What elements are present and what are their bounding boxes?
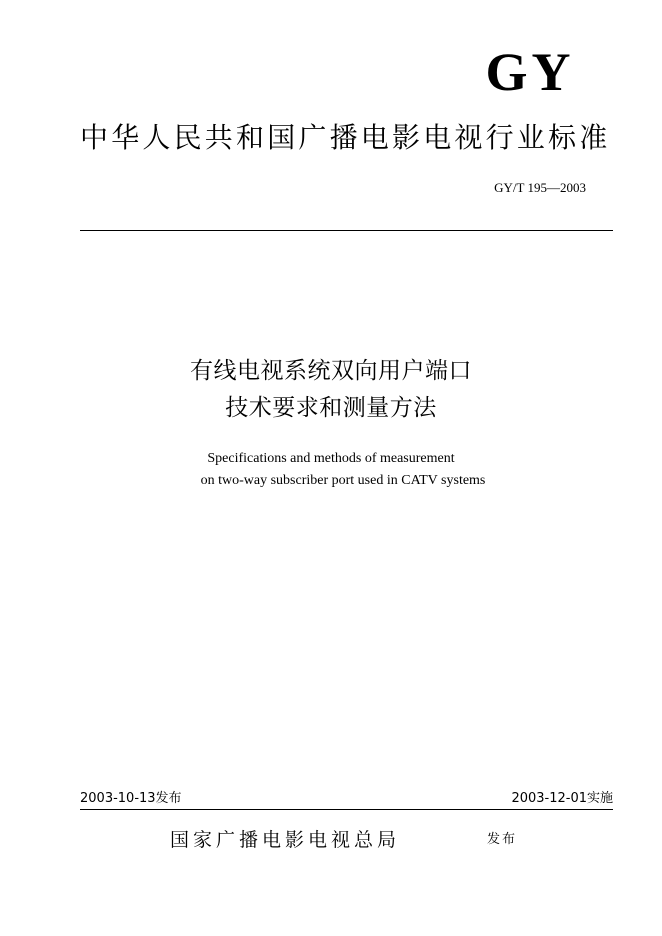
implementation-date: 2003-12-01实施 — [511, 791, 613, 806]
top-divider — [80, 230, 613, 231]
issue-date: 2003-10-13发布 — [80, 791, 182, 806]
title-en-line1: Specifications and methods of measurement — [207, 451, 455, 466]
standard-number: GY/T 195—2003 — [494, 180, 586, 195]
title-zh-line2: 技术要求和测量方法 — [225, 395, 437, 421]
title-zh-line1: 有线电视系统双向用户端口 — [190, 358, 472, 384]
issuer-action: 发布 — [487, 832, 518, 847]
issuer-name: 国家广播电影电视总局 — [170, 829, 401, 851]
bottom-divider — [80, 809, 613, 810]
title-en-line2: on two-way subscriber port used in CATV systems — [200, 473, 486, 488]
standard-type-heading: 中华人民共和国广播电影电视行业标准 — [80, 121, 611, 154]
gy-logo: GY — [485, 42, 575, 102]
